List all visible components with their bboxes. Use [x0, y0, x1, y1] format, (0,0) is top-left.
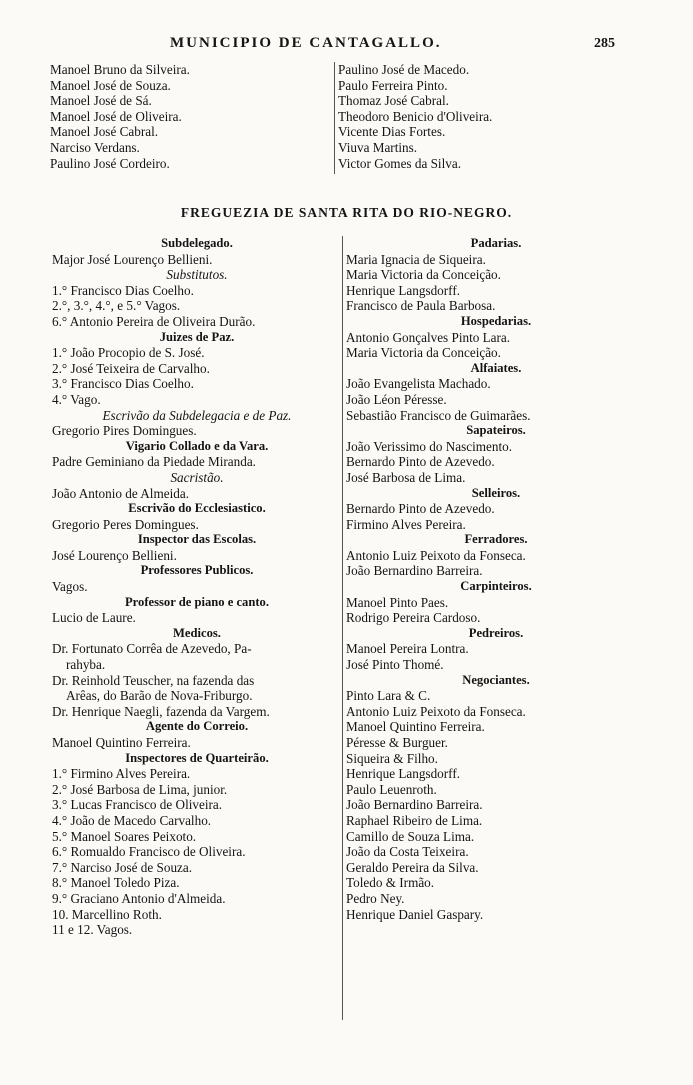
running-title: MUNICIPIO DE CANTAGALLO. — [170, 35, 442, 51]
list-item: Bernardo Pinto de Azevedo. — [346, 454, 495, 470]
list-item: 3.° Francisco Dias Coelho. — [52, 376, 194, 392]
list-item: Antonio Gonçalves Pinto Lara. — [346, 329, 511, 345]
list-item: Dr. Fortunato Corrêa de Azevedo, Pa- — [52, 641, 252, 657]
list-item: 6.° Romualdo Francisco de Oliveira. — [52, 844, 246, 860]
list-item: rahyba. — [66, 657, 106, 673]
list-item: 2.°, 3.°, 4.°, e 5.° Vagos. — [52, 298, 181, 314]
list-item: Paulino José de Macedo. — [338, 62, 470, 77]
list-item: Siqueira & Filho. — [346, 750, 438, 766]
list-item: Manoel Pinto Paes. — [346, 594, 449, 610]
list-item: Manoel Quintino Ferreira. — [52, 735, 191, 750]
list-item: Arêas, do Barão de Nova-Friburgo. — [66, 688, 253, 704]
list-item: Henrique Langsdorff. — [346, 766, 461, 782]
list-item: Henrique Langsdorff. — [346, 282, 461, 298]
list-item: 4.° João de Macedo Carvalho. — [52, 812, 212, 828]
list-item: João Léon Péresse. — [346, 391, 447, 407]
list-item: Dr. Reinhold Teuscher, na fazenda das — [52, 672, 255, 688]
top-list-right — [338, 62, 638, 171]
list-item: 6.° Antonio Pereira de Oliveira Durão. — [52, 313, 256, 329]
section-heading: Hospedarias. — [460, 313, 532, 328]
running-head — [0, 35, 693, 55]
section-heading: Juizes de Paz. — [159, 329, 235, 344]
list-item: Theodoro Benicio d'Oliveira. — [338, 108, 493, 124]
list-item: 3.° Lucas Francisco de Oliveira. — [52, 797, 223, 813]
list-item: Péresse & Burguer. — [346, 735, 448, 750]
list-item: 9.° Graciano Antonio d'Almeida. — [52, 890, 226, 906]
column-divider-main — [342, 236, 343, 1020]
list-item: Antonio Luiz Peixoto da Fonseca. — [346, 703, 526, 719]
list-item: Maria Victoria da Conceição. — [346, 345, 501, 361]
list-item: Pinto Lara & C. — [346, 688, 431, 704]
list-item: 1.° Francisco Dias Coelho. — [52, 282, 194, 298]
list-item: Manoel Quintino Ferreira. — [346, 719, 485, 735]
list-item: José Lourenço Bellieni. — [52, 547, 177, 563]
list-item: Major José Lourenço Bellieni. — [52, 251, 213, 267]
list-item: Maria Ignacia de Siqueira. — [346, 251, 486, 267]
list-item: 1.° Firmino Alves Pereira. — [52, 766, 191, 782]
list-item: Manoel José Cabral. — [50, 124, 159, 140]
list-item: Vagos. — [52, 579, 88, 595]
section-heading: Escrivão do Ecclesiastico. — [128, 501, 266, 516]
list-item: Thomaz José Cabral. — [338, 93, 449, 109]
list-item: Gregorio Peres Domingues. — [52, 516, 199, 532]
section-heading: Agente do Correio. — [145, 719, 249, 734]
list-item: José Pinto Thomé. — [346, 657, 444, 673]
list-item: 8.° Manoel Toledo Piza. — [52, 875, 180, 891]
section-heading: Subdelegado. — [161, 236, 233, 250]
list-item: Manoel Pereira Lontra. — [346, 641, 469, 657]
section-heading: Professor de piano e canto. — [124, 594, 269, 609]
left-column — [52, 236, 342, 938]
top-list-left — [50, 62, 335, 171]
list-item: João da Costa Teixeira. — [346, 844, 469, 860]
list-item: 7.° Narciso José de Souza. — [52, 859, 193, 875]
section-heading: Negociantes. — [462, 672, 530, 687]
list-item: 5.° Manoel Soares Peixoto. — [52, 828, 197, 844]
section-heading: Professores Publicos. — [140, 563, 254, 578]
section-heading: Inspector das Escolas. — [137, 532, 257, 547]
list-item: José Barbosa de Lima. — [346, 469, 466, 485]
list-item: Paulino José Cordeiro. — [50, 155, 170, 171]
list-item: 11 e 12. Vagos. — [52, 922, 133, 938]
section-heading: Alfaiates. — [470, 360, 522, 375]
list-item: João Evangelista Machado. — [346, 376, 491, 392]
list-item: Dr. Henrique Naegli, fazenda da Vargem. — [52, 703, 270, 719]
list-item: Camillo de Souza Lima. — [346, 828, 475, 844]
section-heading: Medicos. — [173, 625, 221, 640]
list-item: Paulo Ferreira Pinto. — [338, 77, 448, 93]
list-item: Manoel José de Oliveira. — [50, 108, 182, 124]
section-heading: Ferradores. — [464, 532, 528, 547]
list-item: Toledo & Irmão. — [346, 875, 435, 891]
list-item: Padre Geminiano da Piedade Miranda. — [52, 454, 256, 470]
list-item: Francisco de Paula Barbosa. — [346, 298, 496, 314]
list-item: Sebastião Francisco de Guimarães. — [346, 407, 531, 423]
section-title: FREGUEZIA DE SANTA RITA DO RIO-NEGRO. — [180, 205, 513, 220]
list-item: 10. Marcellino Roth. — [52, 906, 162, 922]
subsection-heading: Sacristão. — [170, 469, 224, 485]
list-item: Manoel José de Souza. — [50, 77, 171, 93]
list-item: Maria Victoria da Conceição. — [346, 267, 501, 283]
list-item: Pedro Ney. — [346, 890, 405, 906]
section-heading: Sapateiros. — [466, 423, 526, 438]
section-heading: Inspectores de Quarteirão. — [125, 750, 269, 765]
list-item: Victor Gomes da Silva. — [338, 155, 462, 171]
column-divider-top — [334, 62, 335, 174]
list-item: Viuva Martins. — [338, 139, 418, 155]
section-heading: Vigario Collado e da Vara. — [125, 438, 269, 453]
list-item: Rodrigo Pereira Cardoso. — [346, 610, 481, 626]
section-heading: Selleiros. — [471, 485, 521, 500]
list-item: Vicente Dias Fortes. — [338, 124, 446, 140]
subsection-heading: Substitutos. — [166, 267, 228, 283]
list-item: Henrique Daniel Gaspary. — [346, 906, 484, 922]
list-item: Gregorio Pires Domingues. — [52, 423, 197, 439]
section-heading: Padarias. — [470, 236, 522, 250]
list-item: 2.° José Teixeira de Carvalho. — [52, 360, 210, 376]
list-item: Manoel Bruno da Silveira. — [50, 62, 190, 77]
list-item: João Verissimo do Nascimento. — [346, 438, 513, 454]
page-number: 285 — [594, 36, 615, 51]
list-item: Geraldo Pereira da Silva. — [346, 859, 479, 875]
list-item: Bernardo Pinto de Azevedo. — [346, 501, 495, 517]
list-item: João Antonio de Almeida. — [52, 485, 189, 501]
list-item: 1.° João Procopio de S. José. — [52, 345, 205, 361]
section-heading: Carpinteiros. — [460, 579, 532, 594]
list-item: João Bernardino Barreira. — [346, 563, 483, 579]
list-item: Narciso Verdans. — [50, 139, 140, 155]
list-item: 4.° Vago. — [52, 391, 101, 407]
section-heading: Pedreiros. — [468, 625, 524, 640]
list-item: Lucio de Laure. — [52, 610, 136, 626]
list-item: 2.° José Barbosa de Lima, junior. — [52, 781, 228, 797]
list-item: Firmino Alves Pereira. — [346, 516, 466, 532]
list-item: Paulo Leuenroth. — [346, 781, 437, 797]
list-item: Manoel José de Sá. — [50, 93, 152, 109]
subsection-heading: Escrivão da Subdelegacia e de Paz. — [102, 407, 292, 423]
list-item: João Bernardino Barreira. — [346, 797, 483, 813]
list-item: Raphael Ribeiro de Lima. — [346, 812, 483, 828]
list-item: Antonio Luiz Peixoto da Fonseca. — [346, 547, 526, 563]
right-column — [346, 236, 646, 922]
